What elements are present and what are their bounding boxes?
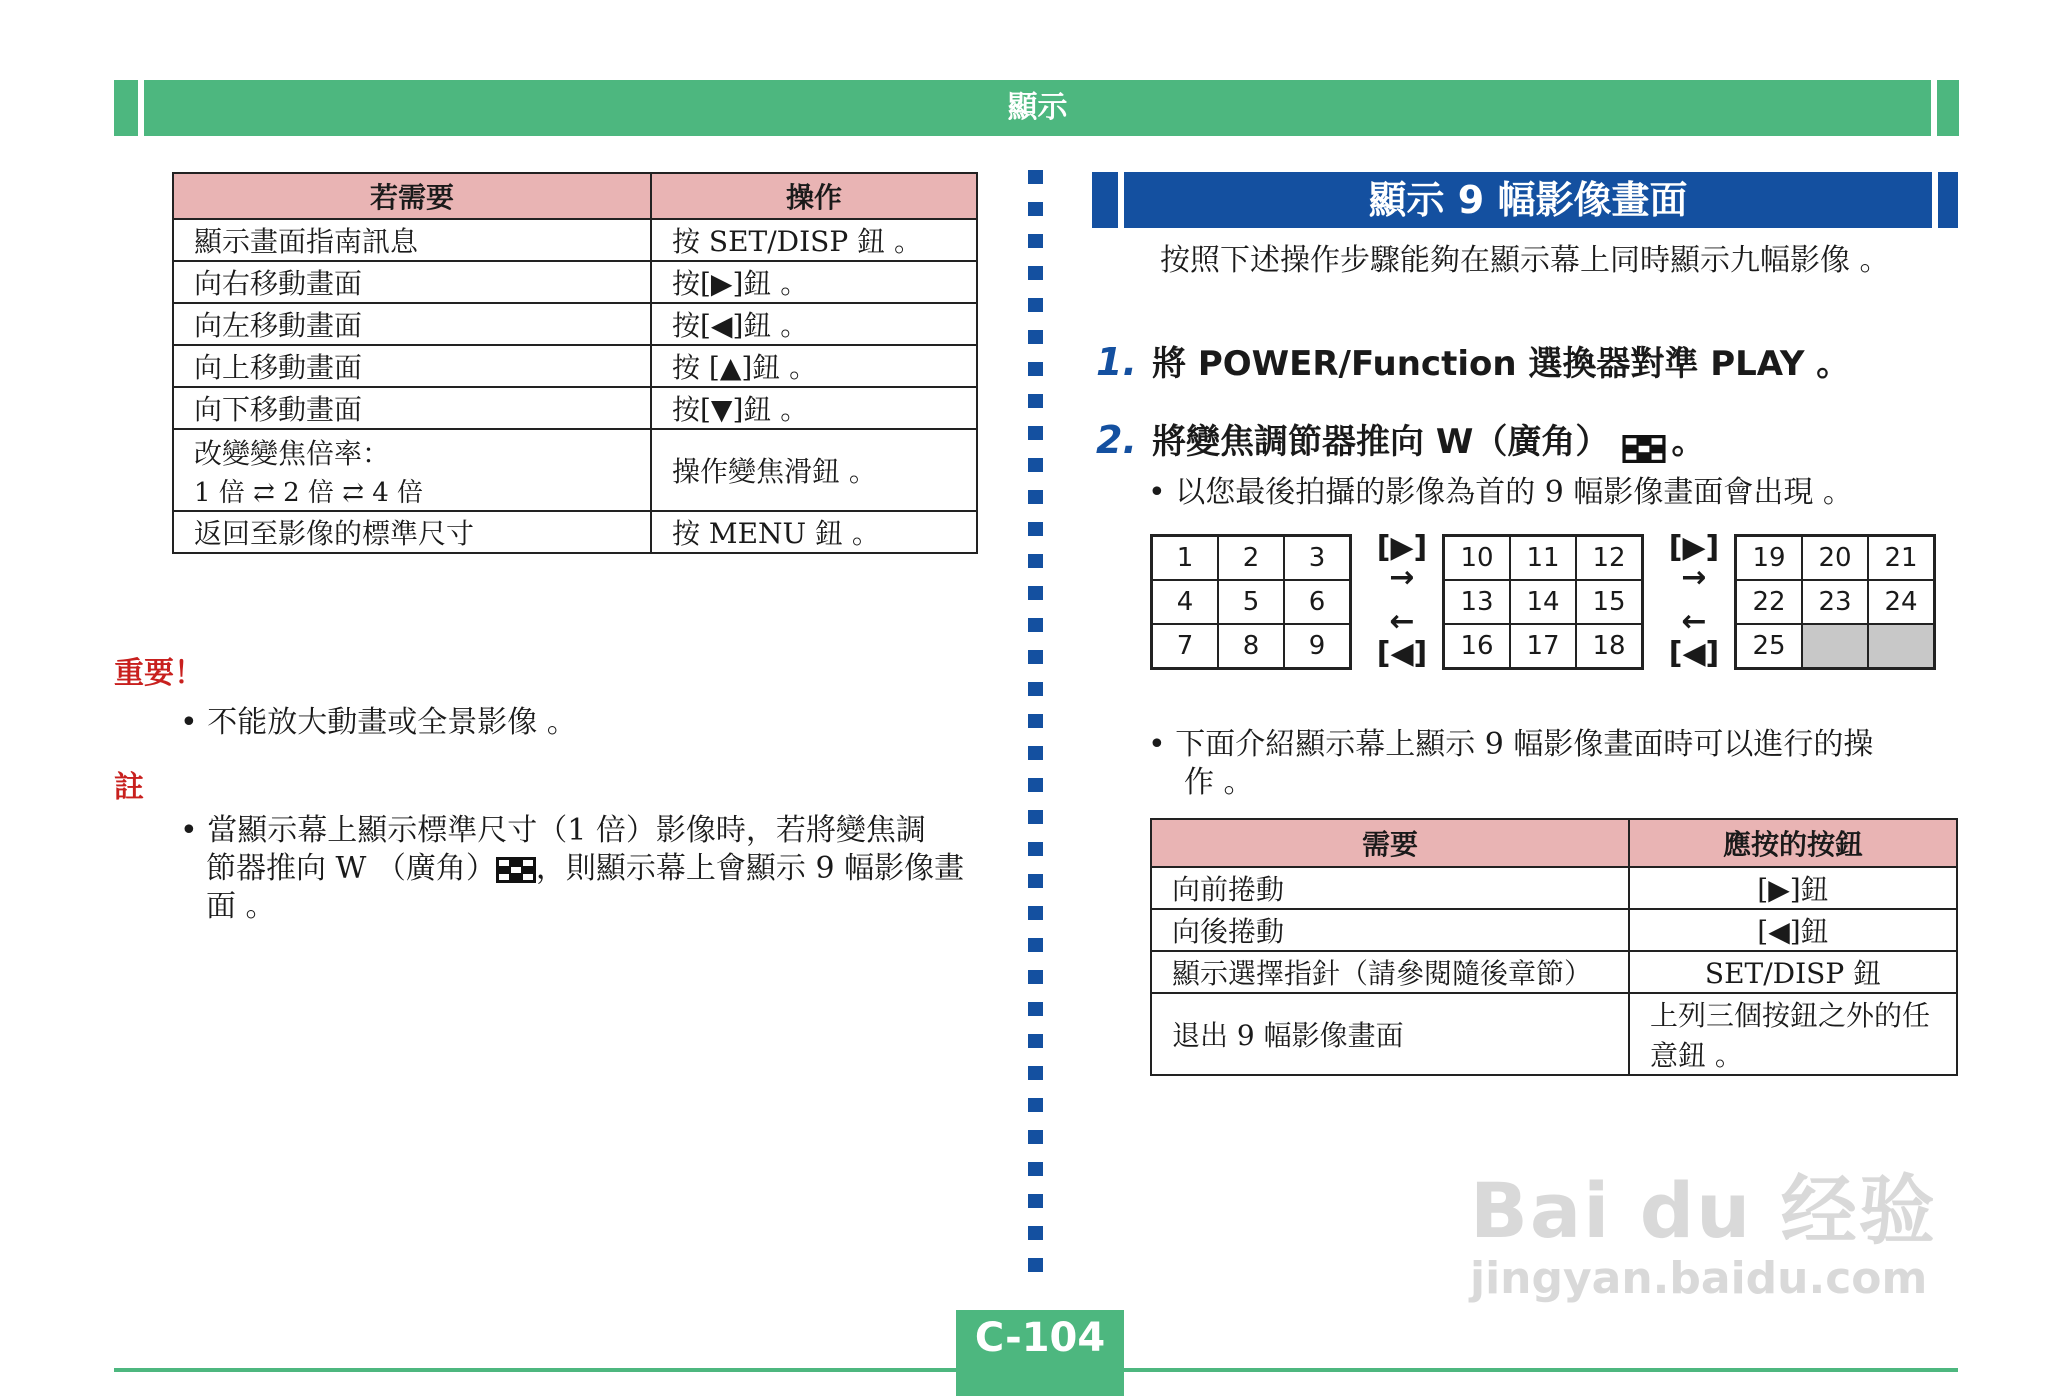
table-cell-operation: 按 MENU 鈕 。 [651,511,977,553]
grid-cell: 1 [1152,536,1219,581]
table-row [173,511,977,553]
table-row [173,429,977,511]
note-line-3: 面 。 [206,889,276,924]
grid-cell: 21 [1868,536,1935,581]
divider-dot [1028,1098,1043,1112]
divider-dot [1028,202,1043,216]
divider-dot [1028,714,1043,728]
step-2 [1096,414,1706,463]
divider-dot [1028,1002,1043,1016]
important-text: • 不能放大動畫或全景影像 。 [180,705,577,740]
divider-dot [1028,810,1043,824]
table-cell-need: 顯示選擇指針（請參閱隨後章節） [1151,951,1629,993]
grid-cell: 22 [1736,580,1803,624]
grid-row [1736,624,1935,669]
note-line-2a: 節器推向 W （廣角） [206,851,496,886]
grid-cell: 13 [1444,580,1511,624]
table-cell-need: 向上移動畫面 [173,345,651,387]
grid-cell: 24 [1868,580,1935,624]
right-button-label: [▶] [1668,530,1720,565]
step-text: 將 POWER/Function 選換器對準 PLAY 。 [1151,344,1851,384]
button-line-2: 意鈕 。 [1650,1039,1743,1072]
divider-dot [1028,522,1043,536]
right-button-label: [▶] [1376,530,1428,565]
image-grid-2 [1442,534,1644,670]
grid-cell: 5 [1218,580,1284,624]
step-text: 將變焦調節器推向 W（廣角） [1151,422,1610,462]
grid-cell: 3 [1284,536,1351,581]
note-line-2b: ，則顯示幕上會顯示 9 幅影像畫 [535,851,965,886]
grid-cell: 11 [1510,536,1576,581]
page-number: C-104 [974,1315,1106,1361]
note-line-1: • 當顯示幕上顯示標準尺寸（1 倍）影像時，若將變焦調 [180,813,926,848]
table-cell-operation: 按 SET/DISP 鈕 。 [651,219,977,261]
right-arrow-icon: → [1389,560,1415,595]
section-intro: 按照下述操作步驟能夠在顯示幕上同時顯示九幅影像 。 [1160,243,1890,278]
step-number: 2. [1096,418,1137,462]
divider-dot [1028,426,1043,440]
grid-cell: 8 [1218,624,1284,669]
grid-cell: 15 [1576,580,1643,624]
grid-cell: 19 [1736,536,1803,581]
grid-row [1444,624,1643,669]
table-cell-need: 向後捲動 [1151,909,1629,951]
table-cell-need: 向下移動畫面 [173,387,651,429]
divider-dot [1028,170,1043,184]
grid-cell: 16 [1444,624,1511,669]
divider-dot [1028,490,1043,504]
table-cell-need: 向前捲動 [1151,867,1629,909]
page-title: 顯示 [1007,90,1068,125]
divider-dot [1028,618,1043,632]
nine-image-icon [1622,435,1666,463]
divider-dot [1028,938,1043,952]
operations-line-2: 作 。 [1184,765,1254,800]
divider-dot [1028,746,1043,760]
left-arrow-icon: ← [1681,604,1707,639]
image-grid-1 [1150,534,1352,670]
grid-row [1444,580,1643,624]
table-row [173,387,977,429]
button-line-1: 上列三個按鈕之外的任 [1650,999,1931,1032]
note-line-2 [180,850,1000,888]
operations-line-1: • 下面介紹顯示幕上顯示 9 幅影像畫面時可以進行的操 [1148,727,1874,762]
table-cell-need: 退出 9 幅影像畫面 [1151,993,1629,1075]
table-header-need: 若需要 [173,173,651,219]
table-cell-need: 返回至影像的標準尺寸 [173,511,651,553]
table-cell-operation: 按[▶]鈕 。 [651,261,977,303]
table-header-need: 需要 [1151,819,1629,867]
header-right-bar [1937,80,1959,136]
divider-dot [1028,1130,1043,1144]
grid-cell: 18 [1576,624,1643,669]
column-divider [1028,170,1043,1290]
divider-dot [1028,1226,1043,1240]
table-header-button: 應按的按鈕 [1629,819,1957,867]
grid-cell [1868,624,1935,669]
step-suffix: 。 [1671,422,1706,462]
grid-cell: 14 [1510,580,1576,624]
table-row [1151,867,1957,909]
table-cell-operation: 按[◀]鈕 。 [651,303,977,345]
image-grid-3 [1734,534,1936,670]
right-operations-table [1150,818,1958,1076]
table-cell-need: 向左移動畫面 [173,303,651,345]
divider-dot [1028,842,1043,856]
left-operations-table [172,172,978,554]
divider-dot [1028,586,1043,600]
table-cell-operation: 按 [▲]鈕 。 [651,345,977,387]
divider-dot [1028,1162,1043,1176]
table-cell-need: 向右移動畫面 [173,261,651,303]
watermark [1470,1150,1937,1304]
grid-cell: 7 [1152,624,1219,669]
divider-dot [1028,554,1043,568]
table-cell-operation: 按[▼]鈕 。 [651,387,977,429]
divider-dot [1028,874,1043,888]
operations-bullet [1148,726,1958,802]
grid-row [1736,580,1935,624]
grid-cell: 9 [1284,624,1351,669]
table-row [173,303,977,345]
divider-dot [1028,778,1043,792]
grid-cell: 25 [1736,624,1803,669]
section-left-bar [1092,172,1118,228]
divider-dot [1028,1258,1043,1272]
divider-dot [1028,298,1043,312]
step-2-bullet: • 以您最後拍攝的影像為首的 9 幅影像畫面會出現 。 [1148,475,1853,510]
watermark-logo: Bai du 经验 [1470,1166,1937,1255]
table-row [1151,951,1957,993]
nine-image-icon [496,857,536,883]
grid-cell: 23 [1802,580,1868,624]
zoom-line-2: 1 倍 ⇄ 2 倍 ⇄ 4 倍 [194,477,424,508]
divider-dot [1028,458,1043,472]
right-arrow-icon: → [1681,560,1707,595]
header-left-bar [114,80,138,136]
divider-dot [1028,1066,1043,1080]
left-button-label: [◀] [1376,636,1428,671]
step-number: 1. [1096,340,1137,384]
table-row [173,345,977,387]
grid-cell: 12 [1576,536,1643,581]
table-cell-need: 顯示畫面指南訊息 [173,219,651,261]
table-row [173,219,977,261]
table-cell-button: [◀]鈕 [1629,909,1957,951]
divider-dot [1028,330,1043,344]
section-title: 顯示 9 幅影像畫面 [1368,178,1688,222]
watermark-url: jingyan.baidu.com [1470,1253,1928,1304]
table-row [173,261,977,303]
grid-cell [1802,624,1868,669]
divider-dot [1028,906,1043,920]
table-cell-button: SET/DISP 鈕 [1629,951,1957,993]
table-row [1151,909,1957,951]
note-text [180,812,1000,926]
left-arrow-icon: ← [1389,604,1415,639]
important-heading: 重要！ [114,656,204,691]
divider-dot [1028,1194,1043,1208]
grid-row [1152,580,1351,624]
grid-cell: 2 [1218,536,1284,581]
grid-cell: 6 [1284,580,1351,624]
grid-row [1152,536,1351,581]
table-row [1151,993,1957,1075]
left-button-label: [◀] [1668,636,1720,671]
divider-dot [1028,266,1043,280]
note-heading: 註 [114,770,144,805]
divider-dot [1028,970,1043,984]
divider-dot [1028,234,1043,248]
divider-dot [1028,682,1043,696]
grid-cell: 10 [1444,536,1511,581]
section-right-bar [1938,172,1958,228]
table-cell-button [1629,993,1957,1075]
step-1 [1096,336,1850,385]
zoom-line-1: 改變變焦倍率： [194,436,391,470]
divider-dot [1028,362,1043,376]
divider-dot [1028,650,1043,664]
divider-dot [1028,1034,1043,1048]
table-cell-button: [▶]鈕 [1629,867,1957,909]
grid-cell: 17 [1510,624,1576,669]
grid-row [1152,624,1351,669]
table-cell-operation: 操作變焦滑鈕 。 [651,429,977,511]
table-header-operation: 操作 [651,173,977,219]
grid-cell: 20 [1802,536,1868,581]
table-cell-need [173,429,651,511]
grid-cell: 4 [1152,580,1219,624]
divider-dot [1028,394,1043,408]
grid-row [1444,536,1643,581]
grid-row [1736,536,1935,581]
